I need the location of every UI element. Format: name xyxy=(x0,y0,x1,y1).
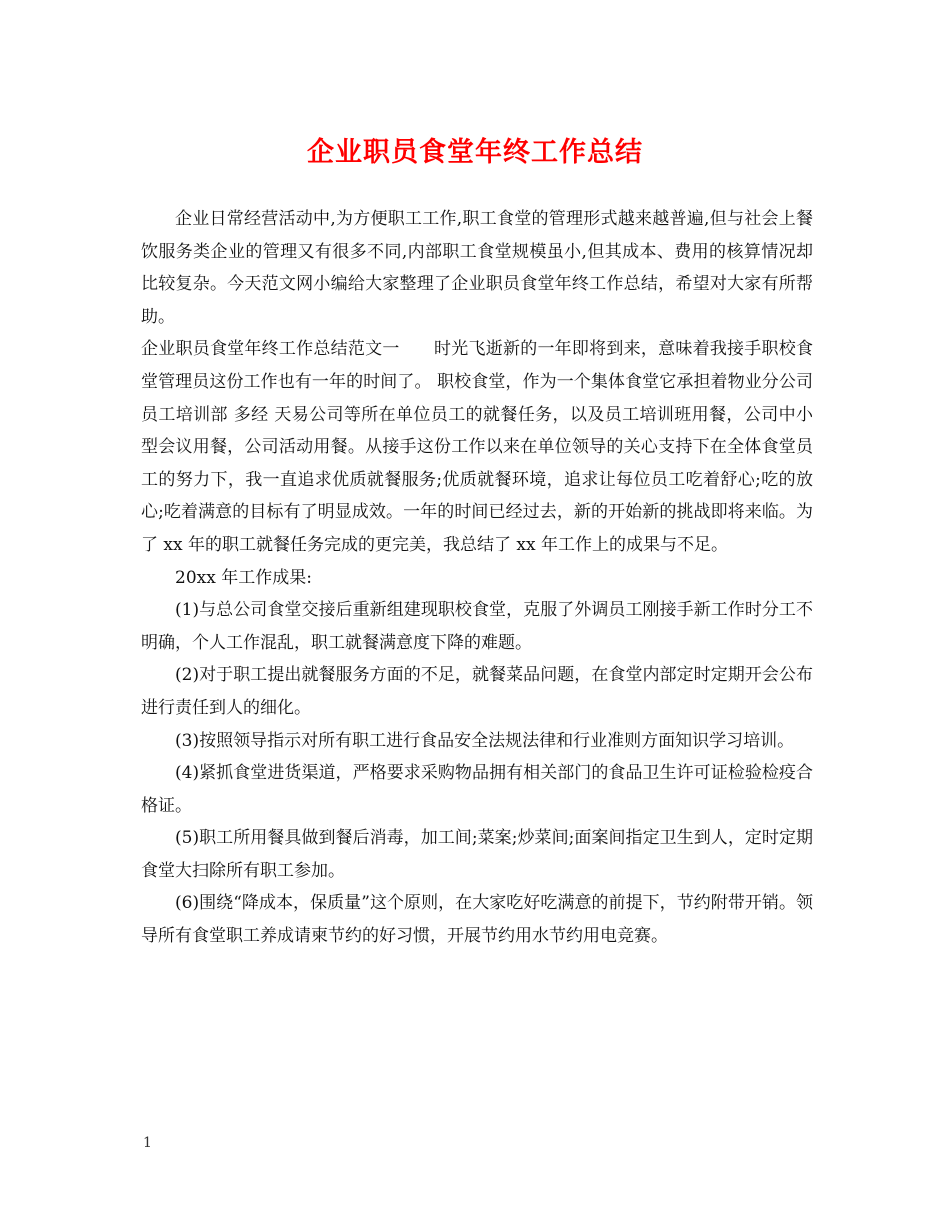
page-number: 1 xyxy=(143,1135,152,1151)
achievement-item-3: (3)按照领导指示对所有职工进行食品安全法规法律和行业准则方面知识学习培训。 xyxy=(175,730,795,751)
achievement-item-5: (5)职工所用餐具做到餐后消毒，加工间;菜案;炒菜间;面案间指定卫生到人，定时定期食堂大扫除所有职工参加。 xyxy=(141,828,813,881)
sample-one-paragraph: 企业职员食堂年终工作总结范文一 时光飞逝新的一年即将到来，意味着我接手职校食堂管理员这份工作也有一年的时间了。 职校食堂，作为一个集体食堂它承担着物业分公司 员工培训部 多经 天易公司等所在单位员工的就餐任务，以及员工培训班用餐，公司中小型会议用餐，公司活动用餐。从接手这份工作以来在单位领导的关心支持下在全体食堂员工的努力下，我一直追求优质就餐服务;优质就餐环境，追求让每位员工吃着舒心;吃的放心;吃着满意的目标有了明显成效。一年的时间已经过去，新的开始新的挑战即将来临。为了 xx 年的职工就餐任务完成的更完美，我总结了 xx 年工作上的成果与不足。 xyxy=(141,339,813,555)
achievement-item-1: (1)与总公司食堂交接后重新组建现职校食堂，克服了外调员工刚接手新工作时分工不明确，个人工作混乱，职工就餐满意度下降的难题。 xyxy=(141,600,813,653)
achievements-heading: 20xx 年工作成果: xyxy=(175,567,312,588)
document-body xyxy=(141,203,813,953)
achievement-item-4: (4)紧抓食堂进货渠道，严格要求采购物品拥有相关部门的食品卫生许可证检验检疫合格证。 xyxy=(141,763,813,816)
intro-paragraph: 企业日常经营活动中,为方便职工工作,职工食堂的管理形式越来越普遍,但与社会上餐饮服务类企业的管理又有很多不同,内部职工食堂规模虽小,但其成本、费用的核算情况却比较复杂。今天范文网小编给大家整理了企业职员食堂年终工作总结，希望对大家有所帮助。 xyxy=(141,209,813,327)
achievement-item-2: (2)对于职工提出就餐服务方面的不足，就餐菜品问题，在食堂内部定时定期开会公布 进行责任到人的细化。 xyxy=(141,665,813,718)
page-title: 企业职员食堂年终工作总结 xyxy=(307,137,643,168)
achievement-item-6: (6)围绕“降成本，保质量”这个原则，在大家吃好吃满意的前提下，节约附带开销。领导所有食堂职工养成请柬节约的好习惯，开展节约用水节约用电竞赛。 xyxy=(141,893,813,947)
